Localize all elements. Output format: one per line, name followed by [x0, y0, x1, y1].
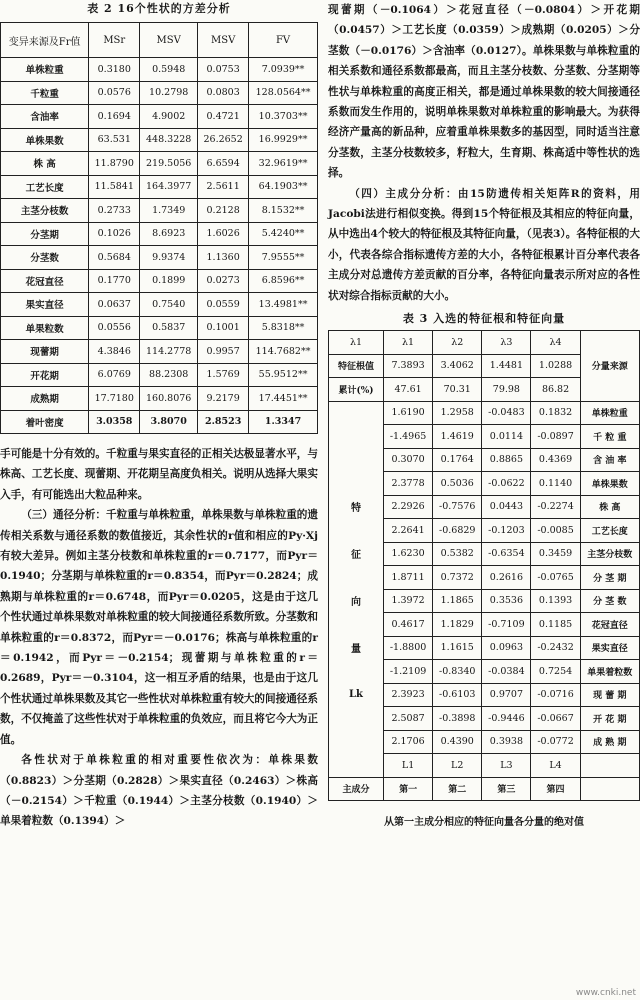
table3-cell: 0.1140: [531, 472, 580, 496]
table3-cell: -0.3898: [433, 707, 482, 731]
table2-cell: 0.2733: [89, 199, 140, 223]
table2-cell: 2.5611: [198, 175, 249, 199]
table2-row: [1, 58, 318, 82]
table2-cell: 8.6923: [140, 222, 198, 246]
table2-row-label: 开花期: [1, 363, 89, 387]
table2-cell: 32.9619**: [249, 152, 318, 176]
left-paragraph-2: （三）通径分析：千粒重与单株粒重，单株果数与单株粒重的遗传相关系数与通径系数的数值接近，其余性状的r值和相应的Py·Xj有较大差异。例如主茎分枝数和单株粒重的r＝0.7177，而Pyr＝0.1940；分茎期与单株粒重的r＝0.8354，而Pyr＝0.2824；成熟期与单株粒重的r＝0.6748，而Pyr＝0.0205，这是由于这几个性状通过单株果数对单株粒重的较大间接通径系数所致。分茎数和单株粒重的r＝0.8372，而Pyr＝－0.0176；株高与单株粒重的r＝0.1942，而Pyr＝－0.2154；现蕾期与单株粒重的r＝0.2689，Pyr＝－0.3104，这一相互矛盾的结果，也是由于这几个性状通过单株果数及其它一些性状对单株粒重有较大的间接通径系数，不仅掩盖了这些性状对于单株粒重的负效应，而且将它今大为正值。: [0, 509, 318, 746]
table2-header-cell: FV: [249, 23, 318, 58]
right-paragraph-1: 现蕾期（－0.1064）＞花冠直径（－0.0804）＞开花期（0.0457）＞工艺长度（0.0359）＞成熟期（0.0205）＞分茎数（－0.0176）＞含油率（0.0127）。单株果数与单株粒重的相关系数和通径系数都最高，而且主茎分枝数、分茎数、分茎期等性状与单株粒重的高度正相关，都是通过单株果数的较大间接通径系数而发生作用的，说明单株果数对单株粒重的影响最大。为获得经济产量高的新品种，应着重单株果数多的基因型，同时适当注意分茎数，主茎分枝数较多，籽粒大，生育期、株高适中等性状的选择。: [328, 4, 640, 180]
table3-empty-cell: [580, 777, 639, 801]
table2-cell: 164.3977: [140, 175, 198, 199]
table2-cell: 5.8318**: [249, 316, 318, 340]
table3-side-label: [329, 707, 384, 731]
table2-cell: 0.1899: [140, 269, 198, 293]
table3-cell: -0.0622: [482, 472, 531, 496]
table2-cell: 17.4451**: [249, 387, 318, 411]
table2-cell: 0.0273: [198, 269, 249, 293]
watermark: www.cnki.net: [575, 988, 636, 998]
table2-cell: 3.8070: [140, 410, 198, 434]
table3-row: [329, 683, 640, 707]
table3-side-label: [329, 519, 384, 543]
table3-side-label: [329, 566, 384, 590]
table3-row-label: 果实直径: [580, 636, 639, 660]
table3-cell: 0.4617: [384, 613, 433, 637]
table2-cell: 1.6026: [198, 222, 249, 246]
table3-cell: -1.2109: [384, 660, 433, 684]
table3-cell: 1.4619: [433, 425, 482, 449]
table2-row-label: 分茎期: [1, 222, 89, 246]
table3-cell: 0.4369: [531, 448, 580, 472]
table3-side-label: 征: [329, 542, 384, 566]
table3-row: [329, 448, 640, 472]
table3-cell: -0.6354: [482, 542, 531, 566]
table3-row-label: 工艺长度: [580, 519, 639, 543]
table3-eigen-value: 7.3893: [384, 354, 433, 378]
table3-cell: 0.3459: [531, 542, 580, 566]
table2-cell: 1.1360: [198, 246, 249, 270]
table3-empty-cell: [580, 754, 639, 778]
table2-cell: 0.9957: [198, 340, 249, 364]
table2-cell: 3.0358: [89, 410, 140, 434]
table3-row: [329, 495, 640, 519]
table2-cell: 128.0564**: [249, 81, 318, 105]
table3-cell: 0.0963: [482, 636, 531, 660]
left-paragraph-3: 各性状对于单株粒重的相对重要性依次为：单株果数（0.8823）＞分茎期（0.2828）＞果实直径（0.2463）＞株高（－0.2154）＞千粒重（0.1944）＞主茎分枝数（0.1940）＞单果着粒数（0.1394）＞: [0, 754, 318, 828]
table3-pc-name: 第一: [384, 777, 433, 801]
table2-row-label: 着叶密度: [1, 410, 89, 434]
table2-row: [1, 387, 318, 411]
table3-eigen-label: 特征根值: [329, 354, 384, 378]
table2-row: [1, 293, 318, 317]
table3-cell: 1.8711: [384, 566, 433, 590]
table2-cell: 4.9002: [140, 105, 198, 129]
table2-row: [1, 222, 318, 246]
table2-cell: 9.9374: [140, 246, 198, 270]
table3-lambda-header: λ1: [329, 331, 384, 355]
table3-cell: 2.3778: [384, 472, 433, 496]
table3-cell: 0.0114: [482, 425, 531, 449]
table2-cell: 0.5684: [89, 246, 140, 270]
table2-row: [1, 175, 318, 199]
left-paragraph-1: 手可能是十分有效的。千粒重与果实直径的正相关达极显著水平，与株高、工艺长度、现蕾期、开花期呈高度负相关。说明从选择大果实入手，有可能选出大粒品种来。: [0, 448, 318, 501]
left-column: [0, 0, 318, 832]
table3-row: [329, 401, 640, 425]
table3-cell: 0.3938: [482, 730, 531, 754]
table2-cell: 0.5948: [140, 58, 198, 82]
table3-pc-name: 第三: [482, 777, 531, 801]
table3-cell: -0.8340: [433, 660, 482, 684]
table3-cell: 2.2926: [384, 495, 433, 519]
table3-cell: 0.1185: [531, 613, 580, 637]
table2-cell: 160.8076: [140, 387, 198, 411]
table3-row: [329, 707, 640, 731]
table3-row-label: 含 油 率: [580, 448, 639, 472]
table3-cell: -0.0716: [531, 683, 580, 707]
table2-cell: 0.0559: [198, 293, 249, 317]
table2-cell: 26.2652: [198, 128, 249, 152]
table2-row-label: 花冠直径: [1, 269, 89, 293]
table2-row-label: 现蕾期: [1, 340, 89, 364]
table3-eigen-value: 3.4062: [433, 354, 482, 378]
table3-l-header: L2: [433, 754, 482, 778]
table3-side-label: [329, 425, 384, 449]
table3-cell: 1.6190: [384, 401, 433, 425]
table2-cell: 8.1532**: [249, 199, 318, 223]
table2: [0, 22, 318, 434]
table3-row: [329, 636, 640, 660]
table3-l-header-row: [329, 754, 640, 778]
table3-side-label: [329, 448, 384, 472]
table2-cell: 10.2798: [140, 81, 198, 105]
table3-row: [329, 660, 640, 684]
right-column: [328, 0, 640, 828]
table3-row-label: 开 花 期: [580, 707, 639, 731]
table2-cell: 63.531: [89, 128, 140, 152]
table2-cell: 219.5056: [140, 152, 198, 176]
table3-cell: 0.5382: [433, 542, 482, 566]
table3-eigen-value: 1.0288: [531, 354, 580, 378]
table2-cell: 0.1694: [89, 105, 140, 129]
table2-cell: 17.7180: [89, 387, 140, 411]
table2-cell: 0.0576: [89, 81, 140, 105]
table2-header-cell: MSV: [198, 23, 249, 58]
table3-row-label: 花冠直径: [580, 613, 639, 637]
table3-row-label: 千 粒 重: [580, 425, 639, 449]
table3-row-label: 成 熟 期: [580, 730, 639, 754]
table2-row: [1, 152, 318, 176]
table2-row: [1, 128, 318, 152]
table3-cumulative-value: 86.82: [531, 378, 580, 402]
table3-cell: 1.1615: [433, 636, 482, 660]
table3-side-label: Lk: [329, 683, 384, 707]
table3-source-header: 分量来源: [580, 331, 639, 402]
table2-cell: 0.0803: [198, 81, 249, 105]
table3-row-label: 单株果数: [580, 472, 639, 496]
table3-cell: -0.7576: [433, 495, 482, 519]
table3-cell: -0.0765: [531, 566, 580, 590]
table3-cell: 1.1829: [433, 613, 482, 637]
table2-cell: 6.8596**: [249, 269, 318, 293]
table2-cell: 448.3228: [140, 128, 198, 152]
table3-pc-row: [329, 777, 640, 801]
table3-pc-name: 第四: [531, 777, 580, 801]
table3-cell: 1.1865: [433, 589, 482, 613]
table3-cell: -0.0897: [531, 425, 580, 449]
table3-cell: -0.6103: [433, 683, 482, 707]
table2-cell: 7.0939**: [249, 58, 318, 82]
table2-cell: 1.5769: [198, 363, 249, 387]
table3-row-label: 单果着粒数: [580, 660, 639, 684]
table2-row-label: 含油率: [1, 105, 89, 129]
table3-cell: 0.0443: [482, 495, 531, 519]
table2-cell: 4.3846: [89, 340, 140, 364]
table3-row-label: 单株粒重: [580, 401, 639, 425]
table3-cumulative-value: 79.98: [482, 378, 531, 402]
table2-cell: 7.9555**: [249, 246, 318, 270]
table3-cell: -0.1203: [482, 519, 531, 543]
table3-cell: 0.1764: [433, 448, 482, 472]
table3-cell: 1.3972: [384, 589, 433, 613]
table2-cell: 9.2179: [198, 387, 249, 411]
table2-row-label: 分茎数: [1, 246, 89, 270]
table3-cell: 0.7254: [531, 660, 580, 684]
right-paragraph-2: （四）主成分分析：由15防遗传相关矩阵R的资料，用Jacobi法进行相似变换。得到15个特征根及其相应的特征向量，从中选出4个较大的特征根及其特征向量，（见表3）。各特征根的大小，代表各综合指标遗传方差的大小，各特征根累计百分率代表各主成分对总遗传方差贡献的百分率，各特征向量表示所对应的各性状对综合指标贡献的大小。: [328, 187, 640, 302]
table3-l-header: L4: [531, 754, 580, 778]
table3-side-label: [329, 730, 384, 754]
table2-row-label: 单果粒数: [1, 316, 89, 340]
table3-cell: 0.5036: [433, 472, 482, 496]
table2-row: [1, 269, 318, 293]
table3-cell: -1.8800: [384, 636, 433, 660]
table3-cell: -0.2274: [531, 495, 580, 519]
table2-cell: 0.2128: [198, 199, 249, 223]
table3-cell: 0.2616: [482, 566, 531, 590]
table3-cell: -0.0384: [482, 660, 531, 684]
table2-cell: 13.4981**: [249, 293, 318, 317]
table2-row: [1, 410, 318, 434]
table3-cell: 2.2641: [384, 519, 433, 543]
table2-cell: 11.5841: [89, 175, 140, 199]
table3-cell: 0.9707: [482, 683, 531, 707]
table3-cell: 0.3070: [384, 448, 433, 472]
table3-row-label: 分 茎 期: [580, 566, 639, 590]
table3-cell: -0.2432: [531, 636, 580, 660]
table3-side-label: 特: [329, 495, 384, 519]
table2-row: [1, 105, 318, 129]
table2-cell: 0.1001: [198, 316, 249, 340]
table2-row: [1, 363, 318, 387]
table3-row-label: 株 高: [580, 495, 639, 519]
table2-cell: 6.0769: [89, 363, 140, 387]
table3-cell: 2.5087: [384, 707, 433, 731]
table3-footnote: 从第一主成分相应的特征向量各分量的绝对值: [384, 817, 584, 829]
table3-cell: -0.0483: [482, 401, 531, 425]
table3-lambda-header: λ3: [482, 331, 531, 355]
table3-row: [329, 613, 640, 637]
table3-corner-cell: [329, 754, 384, 778]
table3-row-label: 现 蕾 期: [580, 683, 639, 707]
table3-side-label: [329, 472, 384, 496]
table3-cell: -0.7109: [482, 613, 531, 637]
table3-cell: -0.0085: [531, 519, 580, 543]
table2-row-label: 主茎分枝数: [1, 199, 89, 223]
table3-lambda-header: λ2: [433, 331, 482, 355]
table3-cell: -0.9446: [482, 707, 531, 731]
table3-cell: 0.4390: [433, 730, 482, 754]
table2-row: [1, 81, 318, 105]
table3-row: [329, 425, 640, 449]
table3-row: [329, 730, 640, 754]
table2-header-cell: MSr: [89, 23, 140, 58]
table3-caption: 表 3 入选的特征根和特征向量: [402, 312, 566, 326]
table2-cell: 1.7349: [140, 199, 198, 223]
table3-body: [329, 331, 640, 801]
table2-row-label: 果实直径: [1, 293, 89, 317]
table3-cumulative-label: 累计(%): [329, 378, 384, 402]
table3-lambda-row: [329, 331, 640, 355]
table2-row: [1, 316, 318, 340]
table3-cell: 0.1393: [531, 589, 580, 613]
table3-lambda-header: λ1: [384, 331, 433, 355]
table3-l-header: L1: [384, 754, 433, 778]
table3-cell: 0.8865: [482, 448, 531, 472]
table3-pc-label: 主成分: [329, 777, 384, 801]
table3-row: [329, 566, 640, 590]
table3-pc-name: 第二: [433, 777, 482, 801]
table3-cell: -0.0772: [531, 730, 580, 754]
table3-cell: 1.2958: [433, 401, 482, 425]
table3-l-header: L3: [482, 754, 531, 778]
table3-cell: 2.1706: [384, 730, 433, 754]
table2-row: [1, 199, 318, 223]
table3-side-label: [329, 401, 384, 425]
table2-header-row: [1, 23, 318, 58]
table2-caption: 表 2 16个性状的方差分析: [87, 2, 231, 15]
table3-row-label: 主茎分枝数: [580, 542, 639, 566]
table2-row-label: 单株粒重: [1, 58, 89, 82]
table3-cell: 0.3536: [482, 589, 531, 613]
table2-cell: 0.3180: [89, 58, 140, 82]
table3-row: [329, 589, 640, 613]
table2-cell: 55.9512**: [249, 363, 318, 387]
table2-row-label: 株 高: [1, 152, 89, 176]
table3-cell: 0.1832: [531, 401, 580, 425]
table2-cell: 1.3347: [249, 410, 318, 434]
table2-body: [1, 58, 318, 434]
table2-cell: 0.1026: [89, 222, 140, 246]
table3-lambda-header: λ4: [531, 331, 580, 355]
table2-cell: 2.8523: [198, 410, 249, 434]
table2-cell: 0.0753: [198, 58, 249, 82]
table3-eigen-value: 1.4481: [482, 354, 531, 378]
table2-cell: 11.8790: [89, 152, 140, 176]
table3-cell: -0.0667: [531, 707, 580, 731]
table2-row: [1, 340, 318, 364]
table3-cumulative-value: 70.31: [433, 378, 482, 402]
table2-cell: 0.5837: [140, 316, 198, 340]
table3-cell: 1.6230: [384, 542, 433, 566]
table2-cell: 0.0556: [89, 316, 140, 340]
table2-header-cell: 变异来源及Fr值: [1, 23, 89, 58]
table3-side-label: 量: [329, 636, 384, 660]
table3-row: [329, 519, 640, 543]
table2-cell: 0.4721: [198, 105, 249, 129]
table3-cell: -0.6829: [433, 519, 482, 543]
table3-cumulative-value: 47.61: [384, 378, 433, 402]
table2-row-label: 成熟期: [1, 387, 89, 411]
table2-cell: 5.4240**: [249, 222, 318, 246]
table3-row-label: 分 茎 数: [580, 589, 639, 613]
table3-row: [329, 472, 640, 496]
table2-cell: 10.3703**: [249, 105, 318, 129]
table2-cell: 114.7682**: [249, 340, 318, 364]
table2-cell: 6.6594: [198, 152, 249, 176]
table2-cell: 0.1770: [89, 269, 140, 293]
table3-cell: 2.3923: [384, 683, 433, 707]
table2-cell: 0.0637: [89, 293, 140, 317]
table2-row-label: 千粒重: [1, 81, 89, 105]
table2-cell: 16.9929**: [249, 128, 318, 152]
table2-row: [1, 246, 318, 270]
table2-header-cell: MSV: [140, 23, 198, 58]
table3-side-label: 向: [329, 589, 384, 613]
table2-cell: 114.2778: [140, 340, 198, 364]
table3-side-label: [329, 660, 384, 684]
table2-row-label: 工艺长度: [1, 175, 89, 199]
table3-cell: 0.7372: [433, 566, 482, 590]
table3-cell: -1.4965: [384, 425, 433, 449]
table2-cell: 64.1903**: [249, 175, 318, 199]
table3-side-label: [329, 613, 384, 637]
table3-row: [329, 542, 640, 566]
table3: [328, 330, 640, 801]
table2-cell: 0.7540: [140, 293, 198, 317]
table2-row-label: 单株果数: [1, 128, 89, 152]
table2-cell: 88.2308: [140, 363, 198, 387]
